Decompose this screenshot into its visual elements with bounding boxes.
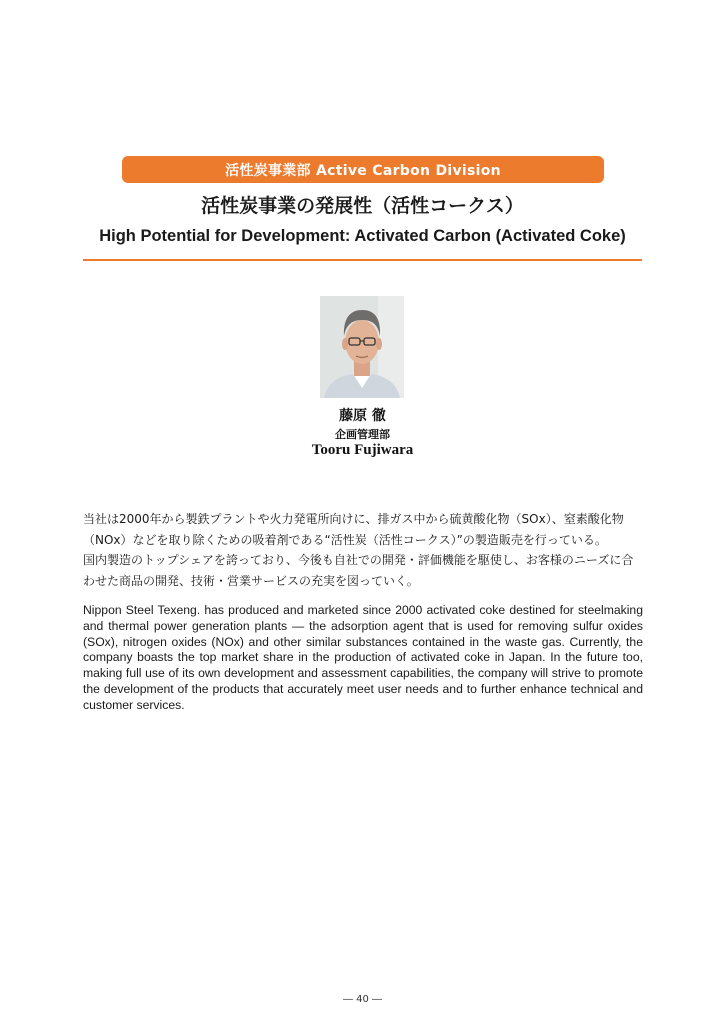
page-number: ― 40 ― [342,994,383,1005]
body-text-en: Nippon Steel Texeng. has produced and marketed since 2000 activated coke destined for steelmaking and thermal power generation plants — the adsorption agent that is used for removing sulfur oxides (SOx), nitrogen oxides (NOx) and other similar substances contained in the waste gas. Currently, the company boasts the top market share in the production of activated coke in Japan. In the future too, making full use of its own development and assessment capabilities, the company will strive to promote the development of the products that accurately meet user needs and to further enhance technical and customer services. [83,603,643,712]
person-name-en: Tooru Fujiwara [311,442,414,458]
portrait-photo [320,296,404,398]
person-department: 企画管理部 [335,428,390,441]
jp-paragraph: 当社は2000年から製鉄プラントや火力発電所向けに、排ガス中から硫黄酸化物（SOx）、窒素酸化物（NOx）などを取り除くための吸着剤である“活性炭（活性コークス）”の製造販売を行っている。 [83,512,624,547]
page-title-en: High Potential for Development: Activated Carbon (Activated Coke) [99,227,626,245]
page-title-jp: 活性炭事業の発展性（活性コークス） [201,195,524,217]
person-name-jp: 藤原 徹 [339,408,386,424]
division-banner [122,156,604,183]
title-divider [83,259,642,261]
jp-paragraph: 国内製造のトップシェアを誇っており、今後も自社での開発・評価機能を駆使し、お客様のニーズに合わせた商品の開発、技術・営業サービスの充実を図っていく。 [83,553,634,588]
division-label: 活性炭事業部 Active Carbon Division [225,162,501,179]
person-portrait-icon [320,296,404,398]
body-text-jp [83,509,645,591]
